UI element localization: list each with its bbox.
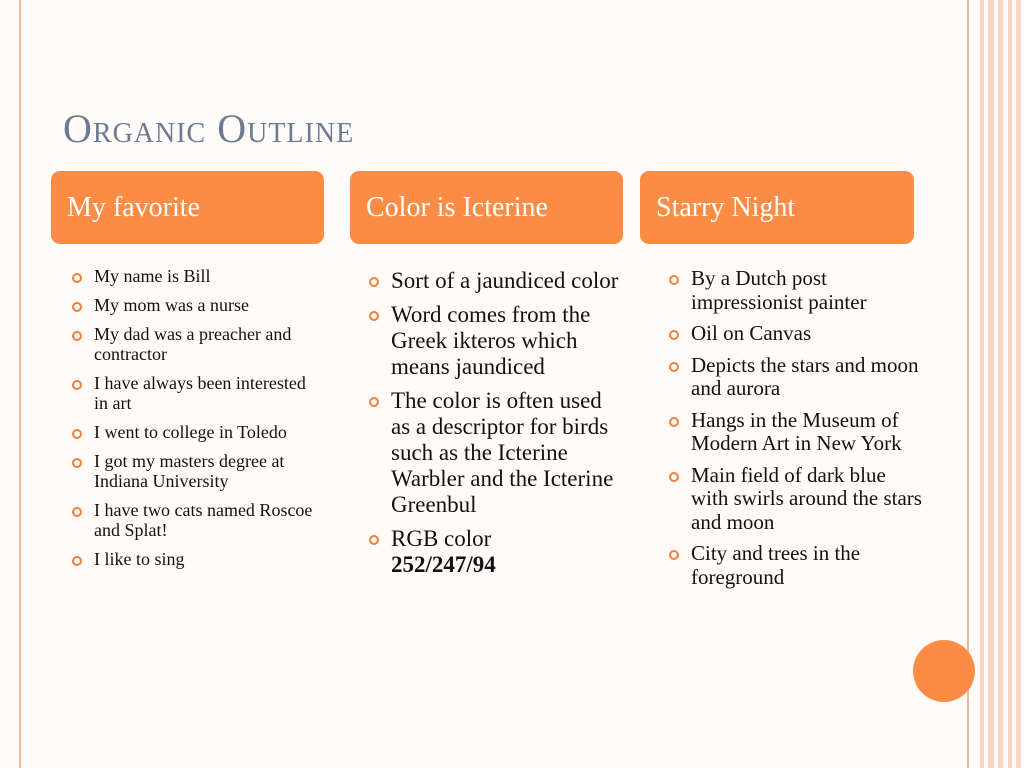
list-item-rgb xyxy=(361,526,623,578)
rgb-label: RGB color xyxy=(391,526,492,551)
column-header-starry-night: Starry Night xyxy=(640,171,914,244)
hollow-circle-bullet-icon xyxy=(669,550,679,560)
hollow-circle-bullet-icon xyxy=(369,311,379,321)
list-item: My dad was a preacher and contractor xyxy=(64,324,324,364)
hollow-circle-bullet-icon xyxy=(369,397,379,407)
list-item: City and trees in the foreground xyxy=(661,542,923,589)
list-item: Depicts the stars and moon and aurora xyxy=(661,354,923,401)
list-item: Sort of a jaundiced color xyxy=(361,268,623,294)
hollow-circle-bullet-icon xyxy=(669,472,679,482)
list-item: Main field of dark blue with swirls around the stars and moon xyxy=(661,464,923,535)
list-item: I went to college in Toledo xyxy=(64,422,324,442)
slide-title: Organic Outline xyxy=(63,106,355,151)
list-item: I have two cats named Roscoe and Splat! xyxy=(64,500,324,540)
hollow-circle-bullet-icon xyxy=(669,417,679,427)
hollow-circle-bullet-icon xyxy=(72,556,82,566)
hollow-circle-bullet-icon xyxy=(369,277,379,287)
hollow-circle-bullet-icon xyxy=(369,535,379,545)
orange-circle-icon xyxy=(913,640,975,702)
bullet-list-starry-night xyxy=(661,267,923,597)
hollow-circle-bullet-icon xyxy=(72,507,82,517)
list-item: I got my masters degree at Indiana University xyxy=(64,451,324,491)
bullet-list-color-is-icterine xyxy=(361,268,623,586)
list-item: My name is Bill xyxy=(64,266,324,286)
hollow-circle-bullet-icon xyxy=(72,331,82,341)
column-header-color-is-icterine: Color is Icterine xyxy=(350,171,623,244)
hollow-circle-bullet-icon xyxy=(72,429,82,439)
hollow-circle-bullet-icon xyxy=(669,275,679,285)
column-header-my-favorite: My favorite xyxy=(51,171,324,244)
list-item: By a Dutch post impressionist painter xyxy=(661,267,923,314)
list-item: Hangs in the Museum of Modern Art in New York xyxy=(661,409,923,456)
list-item: Word comes from the Greek ikteros which means jaundiced xyxy=(361,302,623,380)
decorative-stripes xyxy=(978,0,1024,768)
hollow-circle-bullet-icon xyxy=(72,273,82,283)
list-item: My mom was a nurse xyxy=(64,295,324,315)
hollow-circle-bullet-icon xyxy=(72,380,82,390)
hollow-circle-bullet-icon xyxy=(72,458,82,468)
hollow-circle-bullet-icon xyxy=(669,330,679,340)
list-item: The color is often used as a descriptor for birds such as the Icterine Warbler and the Icterine Greenbul xyxy=(361,388,623,518)
list-item: Oil on Canvas xyxy=(661,322,923,346)
bullet-list-my-favorite xyxy=(64,266,324,578)
rgb-value: 252/247/94 xyxy=(391,552,496,577)
hollow-circle-bullet-icon xyxy=(72,302,82,312)
list-item: I like to sing xyxy=(64,549,324,569)
hollow-circle-bullet-icon xyxy=(669,362,679,372)
list-item: I have always been interested in art xyxy=(64,373,324,413)
